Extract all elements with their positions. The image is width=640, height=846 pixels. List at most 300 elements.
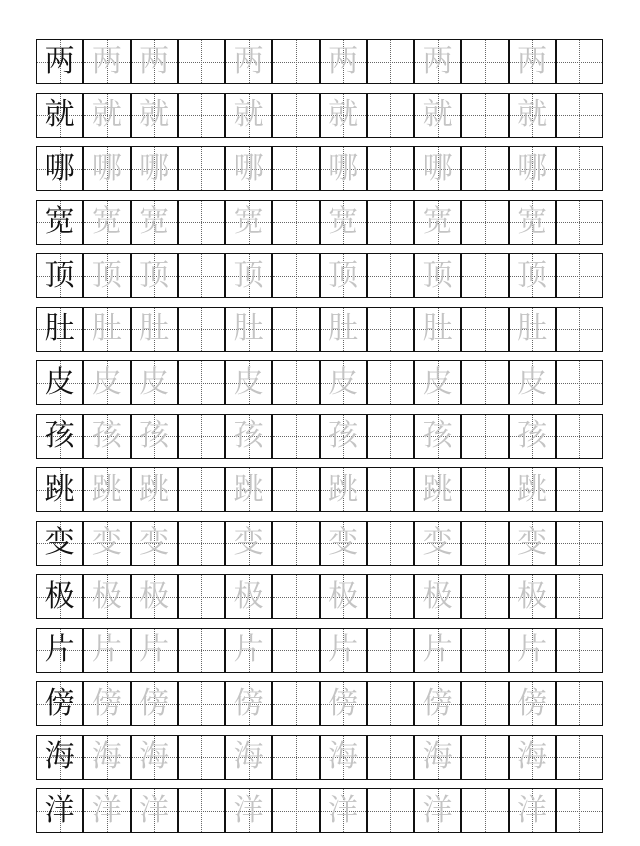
trace-character: 片	[233, 632, 264, 667]
trace-character: 极	[139, 578, 170, 614]
trace-character: 海	[233, 739, 264, 774]
trace-character-cell	[509, 574, 556, 619]
model-character: 极	[44, 578, 75, 614]
blank-writing-cell	[272, 788, 319, 833]
trace-character: 皮	[328, 364, 359, 400]
trace-character-cell	[320, 93, 367, 138]
practice-row	[36, 93, 603, 138]
trace-character: 海	[91, 739, 122, 774]
model-character-cell	[36, 200, 83, 245]
trace-character-cell	[83, 200, 130, 245]
trace-character-cell	[320, 200, 367, 245]
model-character-cell	[36, 146, 83, 191]
trace-character: 顶	[517, 257, 548, 293]
trace-character-cell	[414, 467, 461, 512]
trace-character: 哪	[328, 150, 359, 186]
trace-character: 皮	[233, 364, 264, 400]
blank-writing-cell	[367, 628, 414, 673]
practice-row	[36, 521, 603, 566]
practice-row	[36, 146, 603, 191]
trace-character-cell	[509, 93, 556, 138]
trace-character-cell	[414, 360, 461, 405]
trace-character: 跳	[422, 471, 453, 507]
trace-character: 洋	[422, 792, 453, 828]
trace-character: 傍	[233, 685, 264, 721]
trace-character-cell	[509, 788, 556, 833]
model-character: 宽	[44, 204, 75, 239]
trace-character: 就	[91, 97, 122, 132]
trace-character-cell	[414, 146, 461, 191]
blank-writing-cell	[178, 788, 225, 833]
practice-row	[36, 200, 603, 245]
blank-writing-cell	[272, 39, 319, 84]
trace-character: 肚	[422, 311, 453, 346]
trace-character-cell	[320, 253, 367, 298]
trace-character-cell	[83, 146, 130, 191]
trace-character: 宽	[91, 204, 122, 239]
blank-writing-cell	[461, 574, 508, 619]
blank-writing-cell	[367, 93, 414, 138]
trace-character: 哪	[91, 150, 122, 186]
blank-writing-cell	[272, 200, 319, 245]
trace-character-cell	[131, 414, 178, 459]
blank-writing-cell	[178, 735, 225, 780]
practice-row	[36, 788, 603, 833]
trace-character-cell	[83, 253, 130, 298]
trace-character: 片	[91, 632, 122, 667]
trace-character: 肚	[233, 311, 264, 346]
trace-character: 片	[422, 632, 453, 667]
blank-writing-cell	[367, 414, 414, 459]
trace-character: 傍	[422, 685, 453, 721]
trace-character: 洋	[517, 792, 548, 828]
trace-character-cell	[225, 681, 272, 726]
blank-writing-cell	[272, 307, 319, 352]
trace-character: 片	[328, 632, 359, 667]
trace-character: 孩	[139, 418, 170, 453]
trace-character: 肚	[328, 311, 359, 346]
blank-writing-cell	[461, 360, 508, 405]
blank-writing-cell	[367, 200, 414, 245]
trace-character: 跳	[139, 471, 170, 507]
model-character-cell	[36, 467, 83, 512]
trace-character: 肚	[517, 311, 548, 346]
trace-character-cell	[131, 788, 178, 833]
trace-character-cell	[83, 39, 130, 84]
trace-character-cell	[320, 39, 367, 84]
blank-writing-cell	[178, 307, 225, 352]
blank-writing-cell	[367, 521, 414, 566]
blank-writing-cell	[178, 414, 225, 459]
trace-character-cell	[509, 628, 556, 673]
trace-character-cell	[509, 521, 556, 566]
trace-character-cell	[414, 788, 461, 833]
practice-row	[36, 681, 603, 726]
trace-character-cell	[225, 467, 272, 512]
trace-character-cell	[320, 414, 367, 459]
trace-character-cell	[131, 467, 178, 512]
blank-writing-cell	[367, 574, 414, 619]
trace-character: 两	[328, 43, 359, 79]
model-character: 洋	[44, 792, 75, 828]
practice-row	[36, 467, 603, 512]
trace-character: 变	[91, 525, 122, 560]
trace-character: 傍	[91, 685, 122, 721]
model-character-cell	[36, 93, 83, 138]
trace-character: 顶	[139, 257, 170, 293]
trace-character-cell	[131, 253, 178, 298]
blank-writing-cell	[367, 681, 414, 726]
trace-character: 就	[422, 97, 453, 132]
blank-writing-cell	[556, 574, 603, 619]
blank-writing-cell	[461, 93, 508, 138]
trace-character-cell	[131, 93, 178, 138]
trace-character-cell	[83, 681, 130, 726]
trace-character: 跳	[517, 471, 548, 507]
trace-character-cell	[225, 93, 272, 138]
trace-character: 海	[139, 739, 170, 774]
trace-character: 孩	[91, 418, 122, 453]
trace-character: 洋	[328, 792, 359, 828]
trace-character: 洋	[233, 792, 264, 828]
model-character: 皮	[44, 364, 75, 400]
model-character: 两	[44, 43, 75, 79]
model-character: 肚	[44, 311, 75, 346]
trace-character: 就	[517, 97, 548, 132]
trace-character: 极	[422, 578, 453, 614]
blank-writing-cell	[178, 146, 225, 191]
trace-character: 极	[233, 578, 264, 614]
trace-character: 就	[328, 97, 359, 132]
blank-writing-cell	[272, 628, 319, 673]
model-character-cell	[36, 39, 83, 84]
trace-character: 变	[233, 525, 264, 560]
trace-character-cell	[320, 467, 367, 512]
trace-character-cell	[225, 735, 272, 780]
trace-character: 海	[422, 739, 453, 774]
trace-character-cell	[83, 93, 130, 138]
blank-writing-cell	[178, 93, 225, 138]
trace-character-cell	[414, 200, 461, 245]
trace-character-cell	[225, 521, 272, 566]
blank-writing-cell	[272, 467, 319, 512]
trace-character: 两	[139, 43, 170, 79]
trace-character-cell	[509, 360, 556, 405]
blank-writing-cell	[178, 574, 225, 619]
practice-row	[36, 39, 603, 84]
trace-character-cell	[414, 414, 461, 459]
model-character-cell	[36, 307, 83, 352]
model-character-cell	[36, 574, 83, 619]
trace-character: 洋	[139, 792, 170, 828]
trace-character: 极	[328, 578, 359, 614]
trace-character-cell	[83, 628, 130, 673]
trace-character: 极	[517, 578, 548, 614]
blank-writing-cell	[272, 253, 319, 298]
trace-character: 海	[328, 739, 359, 774]
trace-character-cell	[131, 360, 178, 405]
blank-writing-cell	[461, 39, 508, 84]
model-character: 傍	[44, 685, 75, 721]
trace-character-cell	[320, 574, 367, 619]
trace-character: 孩	[517, 418, 548, 453]
trace-character: 孩	[328, 418, 359, 453]
practice-row	[36, 307, 603, 352]
practice-sheet	[36, 39, 603, 842]
trace-character: 顶	[422, 257, 453, 293]
trace-character: 傍	[139, 685, 170, 721]
model-character: 片	[44, 632, 75, 667]
trace-character-cell	[414, 307, 461, 352]
blank-writing-cell	[272, 521, 319, 566]
trace-character-cell	[225, 200, 272, 245]
blank-writing-cell	[556, 521, 603, 566]
trace-character-cell	[225, 146, 272, 191]
trace-character-cell	[509, 681, 556, 726]
trace-character: 顶	[328, 257, 359, 293]
trace-character-cell	[509, 414, 556, 459]
trace-character-cell	[83, 521, 130, 566]
model-character-cell	[36, 360, 83, 405]
model-character: 变	[44, 525, 75, 560]
trace-character-cell	[225, 253, 272, 298]
blank-writing-cell	[272, 93, 319, 138]
trace-character: 宽	[517, 204, 548, 239]
trace-character-cell	[320, 788, 367, 833]
blank-writing-cell	[272, 414, 319, 459]
blank-writing-cell	[272, 146, 319, 191]
trace-character: 皮	[422, 364, 453, 400]
trace-character: 顶	[91, 257, 122, 293]
trace-character-cell	[131, 39, 178, 84]
trace-character-cell	[414, 681, 461, 726]
trace-character-cell	[414, 628, 461, 673]
trace-character-cell	[131, 735, 178, 780]
trace-character-cell	[509, 146, 556, 191]
trace-character-cell	[131, 628, 178, 673]
trace-character: 皮	[91, 364, 122, 400]
trace-character: 孩	[422, 418, 453, 453]
trace-character-cell	[131, 307, 178, 352]
trace-character-cell	[320, 146, 367, 191]
blank-writing-cell	[272, 735, 319, 780]
trace-character-cell	[131, 574, 178, 619]
blank-writing-cell	[556, 200, 603, 245]
trace-character-cell	[131, 200, 178, 245]
trace-character: 肚	[91, 311, 122, 346]
model-character-cell	[36, 681, 83, 726]
model-character-cell	[36, 735, 83, 780]
trace-character: 宽	[328, 204, 359, 239]
blank-writing-cell	[556, 307, 603, 352]
trace-character-cell	[225, 360, 272, 405]
blank-writing-cell	[367, 360, 414, 405]
model-character: 海	[44, 739, 75, 774]
trace-character-cell	[414, 253, 461, 298]
trace-character: 皮	[139, 364, 170, 400]
trace-character: 跳	[233, 471, 264, 507]
trace-character-cell	[320, 360, 367, 405]
practice-row	[36, 414, 603, 459]
trace-character: 洋	[91, 792, 122, 828]
blank-writing-cell	[461, 414, 508, 459]
trace-character: 宽	[233, 204, 264, 239]
practice-row	[36, 628, 603, 673]
model-character: 就	[44, 97, 75, 132]
blank-writing-cell	[556, 735, 603, 780]
model-character: 孩	[44, 418, 75, 453]
blank-writing-cell	[367, 253, 414, 298]
trace-character-cell	[83, 360, 130, 405]
blank-writing-cell	[461, 467, 508, 512]
trace-character-cell	[509, 200, 556, 245]
trace-character: 哪	[422, 150, 453, 186]
trace-character-cell	[83, 574, 130, 619]
trace-character-cell	[225, 628, 272, 673]
trace-character: 片	[517, 632, 548, 667]
trace-character-cell	[83, 414, 130, 459]
practice-row	[36, 735, 603, 780]
trace-character: 哪	[517, 150, 548, 186]
model-character: 顶	[44, 257, 75, 293]
trace-character-cell	[414, 93, 461, 138]
blank-writing-cell	[556, 253, 603, 298]
trace-character: 宽	[422, 204, 453, 239]
blank-writing-cell	[178, 253, 225, 298]
blank-writing-cell	[461, 307, 508, 352]
blank-writing-cell	[178, 360, 225, 405]
trace-character-cell	[83, 735, 130, 780]
trace-character: 变	[517, 525, 548, 560]
trace-character-cell	[509, 307, 556, 352]
trace-character: 变	[422, 525, 453, 560]
trace-character: 海	[517, 739, 548, 774]
blank-writing-cell	[556, 467, 603, 512]
model-character-cell	[36, 253, 83, 298]
trace-character: 傍	[328, 685, 359, 721]
trace-character-cell	[320, 735, 367, 780]
trace-character: 两	[233, 43, 264, 79]
blank-writing-cell	[461, 628, 508, 673]
blank-writing-cell	[556, 360, 603, 405]
blank-writing-cell	[461, 146, 508, 191]
model-character-cell	[36, 628, 83, 673]
trace-character: 两	[422, 43, 453, 79]
blank-writing-cell	[367, 39, 414, 84]
trace-character-cell	[414, 39, 461, 84]
trace-character: 片	[139, 632, 170, 667]
blank-writing-cell	[461, 200, 508, 245]
blank-writing-cell	[367, 307, 414, 352]
trace-character-cell	[83, 467, 130, 512]
blank-writing-cell	[178, 628, 225, 673]
trace-character-cell	[320, 521, 367, 566]
blank-writing-cell	[272, 360, 319, 405]
blank-writing-cell	[556, 414, 603, 459]
blank-writing-cell	[367, 788, 414, 833]
trace-character-cell	[509, 39, 556, 84]
trace-character-cell	[225, 39, 272, 84]
trace-character: 哪	[139, 150, 170, 186]
blank-writing-cell	[178, 467, 225, 512]
model-character-cell	[36, 788, 83, 833]
blank-writing-cell	[178, 200, 225, 245]
trace-character: 跳	[328, 471, 359, 507]
trace-character: 变	[139, 525, 170, 560]
blank-writing-cell	[461, 681, 508, 726]
trace-character: 哪	[233, 150, 264, 186]
practice-row	[36, 360, 603, 405]
trace-character: 肚	[139, 311, 170, 346]
blank-writing-cell	[556, 39, 603, 84]
blank-writing-cell	[556, 788, 603, 833]
trace-character-cell	[225, 414, 272, 459]
trace-character-cell	[131, 681, 178, 726]
practice-row	[36, 253, 603, 298]
trace-character-cell	[83, 788, 130, 833]
trace-character: 就	[139, 97, 170, 132]
trace-character: 就	[233, 97, 264, 132]
trace-character: 极	[91, 578, 122, 614]
trace-character: 皮	[517, 364, 548, 400]
blank-writing-cell	[461, 253, 508, 298]
blank-writing-cell	[461, 735, 508, 780]
trace-character-cell	[225, 574, 272, 619]
trace-character-cell	[509, 253, 556, 298]
trace-character: 两	[517, 43, 548, 79]
trace-character-cell	[320, 681, 367, 726]
blank-writing-cell	[272, 574, 319, 619]
blank-writing-cell	[367, 735, 414, 780]
blank-writing-cell	[178, 681, 225, 726]
trace-character-cell	[225, 307, 272, 352]
model-character: 哪	[44, 150, 75, 186]
blank-writing-cell	[178, 521, 225, 566]
blank-writing-cell	[556, 93, 603, 138]
blank-writing-cell	[272, 681, 319, 726]
model-character-cell	[36, 414, 83, 459]
trace-character-cell	[320, 307, 367, 352]
blank-writing-cell	[556, 146, 603, 191]
blank-writing-cell	[556, 681, 603, 726]
practice-row	[36, 574, 603, 619]
blank-writing-cell	[367, 146, 414, 191]
trace-character-cell	[83, 307, 130, 352]
trace-character: 顶	[233, 257, 264, 293]
trace-character-cell	[414, 574, 461, 619]
trace-character: 跳	[91, 471, 122, 507]
trace-character: 变	[328, 525, 359, 560]
trace-character-cell	[509, 467, 556, 512]
trace-character-cell	[225, 788, 272, 833]
blank-writing-cell	[178, 39, 225, 84]
blank-writing-cell	[556, 628, 603, 673]
trace-character-cell	[414, 521, 461, 566]
trace-character-cell	[320, 628, 367, 673]
trace-character-cell	[509, 735, 556, 780]
blank-writing-cell	[461, 788, 508, 833]
trace-character-cell	[414, 735, 461, 780]
model-character: 跳	[44, 471, 75, 507]
blank-writing-cell	[461, 521, 508, 566]
trace-character: 孩	[233, 418, 264, 453]
trace-character: 两	[91, 43, 122, 79]
blank-writing-cell	[367, 467, 414, 512]
trace-character: 宽	[139, 204, 170, 239]
trace-character-cell	[131, 521, 178, 566]
model-character-cell	[36, 521, 83, 566]
trace-character: 傍	[517, 685, 548, 721]
